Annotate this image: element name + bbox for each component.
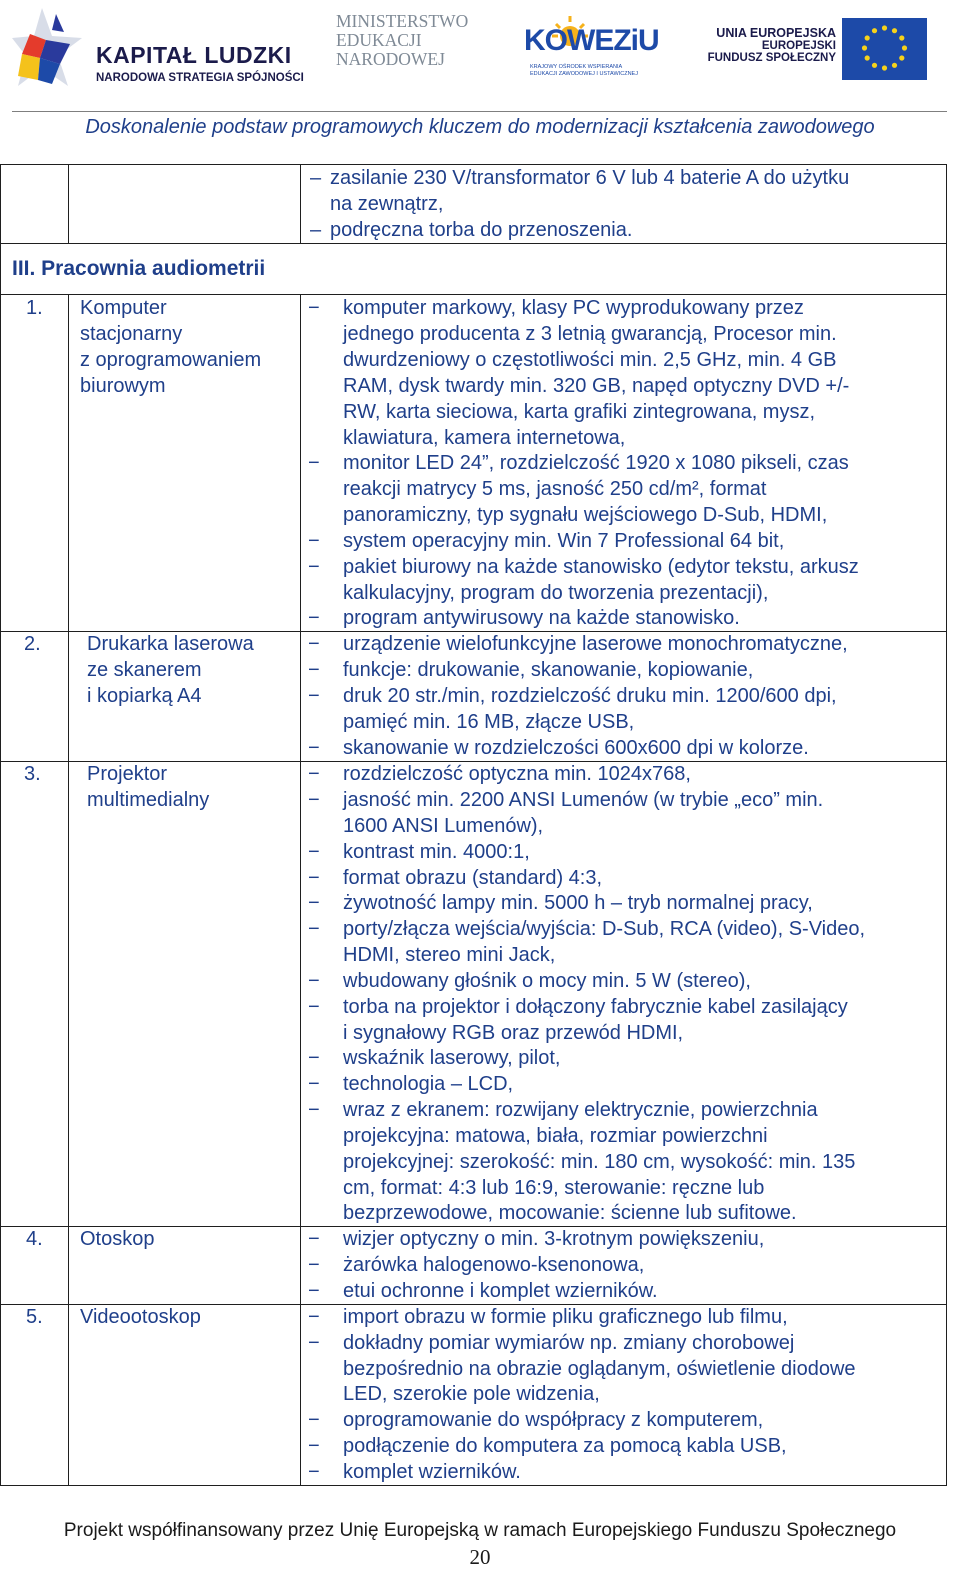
item-number: 2.: [24, 633, 41, 655]
list-bullet: −: [308, 1254, 320, 1276]
list-bullet: −: [308, 1073, 320, 1095]
list-bullet: −: [308, 297, 320, 319]
spec-line: projekcyjnej: szerokość: min. 180 cm, wysokość: min. 135: [343, 1151, 856, 1173]
page-subtitle: Doskonalenie podstaw programowych kluczem do modernizacji kształcenia zawodowego: [85, 116, 875, 138]
item-name-line: Drukarka laserowa: [87, 633, 254, 655]
koweziu-logo: [524, 14, 674, 84]
item-number: 4.: [26, 1228, 43, 1250]
spec-line: RAM, dysk twardy min. 320 GB, napęd optyczny DVD +/-: [343, 375, 850, 397]
list-bullet: −: [308, 996, 320, 1018]
column-divider: [300, 164, 301, 243]
page-footer: Projekt współfinansowany przez Unię Europejską w ramach Europejskiego Funduszu Społecznego: [63, 1520, 897, 1541]
spec-line: na zewnątrz,: [330, 193, 444, 215]
list-bullet: –: [310, 167, 322, 189]
ue-line1: UNIA EUROPEJSKA: [716, 26, 836, 40]
header-divider: [12, 111, 947, 112]
spec-line: technologia – LCD,: [343, 1073, 514, 1095]
spec-line: porty/złącza wejścia/wyjścia: D-Sub, RCA (video), S-Video,: [343, 918, 866, 940]
item-name-line: ze skanerem: [87, 659, 202, 681]
spec-line: zasilanie 230 V/transformator 6 V lub 4 baterie A do użytku: [330, 167, 850, 189]
spec-line: RW, karta sieciowa, karta grafiki zintegrowana, mysz,: [343, 401, 816, 423]
kapital-ludzki-subtitle: NARODOWA STRATEGIA SPÓJNOŚCI: [96, 72, 304, 84]
list-bullet: −: [308, 763, 320, 785]
spec-line: projekcyjna: matowa, biała, rozmiar powierzchni: [343, 1125, 768, 1147]
spec-line: pamięć min. 16 MB, złącze USB,: [343, 711, 635, 733]
list-bullet: −: [308, 1461, 320, 1483]
spec-line: jednego producenta z 3 letnią gwarancją, Procesor min.: [343, 323, 837, 345]
list-bullet: −: [308, 841, 320, 863]
spec-line: skanowanie w rozdzielczości 600x600 dpi w kolorze.: [343, 737, 809, 759]
list-bullet: −: [308, 789, 320, 811]
spec-line: torba na projektor i dołączony fabrycznie kabel zasilający: [343, 996, 848, 1018]
item-name-line: multimedialny: [87, 789, 210, 811]
spec-line: komputer markowy, klasy PC wyprodukowany przez: [343, 297, 804, 319]
spec-line: kalkulacyjny, program do tworzenia prezentacji),: [343, 582, 769, 604]
spec-line: bezpośrednio na obrazie oglądanym, oświetlenie diodowe: [343, 1358, 856, 1380]
spec-line: reakcji matrycy 5 ms, jasność 250 cd/m², format: [343, 478, 767, 500]
item-name-line: stacjonarny: [80, 323, 183, 345]
ministerstwo-line2: EDUKACJI: [336, 30, 422, 50]
list-bullet: −: [308, 1332, 320, 1354]
list-bullet: −: [308, 970, 320, 992]
item-number: 3.: [24, 763, 41, 785]
kapital-ludzki-title: KAPITAŁ LUDZKI: [96, 42, 292, 68]
spec-line: monitor LED 24”, rozdzielczość 1920 x 1080 pikseli, czas: [343, 452, 849, 474]
koweziu-subtitle: KRAJOWY OŚRODEK WSPIERANIA EDUKACJI ZAWODOWEJ I USTAWICZNEJ: [530, 64, 638, 77]
spec-line: kontrast min. 4000:1,: [343, 841, 530, 863]
spec-line: podłączenie do komputera za pomocą kabla USB,: [343, 1435, 787, 1457]
list-bullet: −: [308, 867, 320, 889]
spec-line: LED, szerokie pole widzenia,: [343, 1383, 600, 1405]
item-name-line: z oprogramowaniem: [80, 349, 262, 371]
ue-line2: EUROPEJSKI: [761, 40, 836, 52]
spec-line: oprogramowanie do współpracy z komputerem,: [343, 1409, 764, 1431]
spec-line: import obrazu w formie pliku graficznego lub filmu,: [343, 1306, 788, 1328]
list-bullet: −: [308, 892, 320, 914]
header-logos: [0, 0, 960, 110]
unia-europejska-logo: [692, 18, 937, 88]
row-divider: [0, 294, 947, 295]
ministerstwo-logo: [336, 12, 506, 92]
item-name-line: Otoskop: [80, 1228, 155, 1250]
spec-line: etui ochronne i komplet wzierników.: [343, 1280, 658, 1302]
spec-line: klawiatura, kamera internetowa,: [343, 427, 626, 449]
list-bullet: −: [308, 633, 320, 655]
spec-line: dokładny pomiar wymiarów np. zmiany chorobowej: [343, 1332, 795, 1354]
spec-line: i sygnałowy RGB oraz przewód HDMI,: [343, 1022, 684, 1044]
item-name-line: Videootoskop: [80, 1306, 201, 1328]
spec-line: 1600 ANSI Lumenów),: [343, 815, 544, 837]
spec-line: wizjer optyczny o min. 3-krotnym powiększeniu,: [343, 1228, 765, 1250]
koweziu-title: KOWEZiU: [524, 24, 659, 57]
page-number: 20: [469, 1545, 491, 1569]
list-bullet: −: [308, 1099, 320, 1121]
list-bullet: −: [308, 1435, 320, 1457]
ue-line3: FUNDUSZ SPOŁECZNY: [707, 52, 836, 64]
spec-line: cm, format: 4:3 lub 16:9, sterowanie: ręczne lub: [343, 1177, 765, 1199]
list-bullet: −: [308, 556, 320, 578]
list-bullet: −: [308, 685, 320, 707]
section-title: III. Pracownia audiometrii: [12, 257, 266, 280]
spec-line: system operacyjny min. Win 7 Professional 64 bit,: [343, 530, 785, 552]
ue-text: [704, 26, 836, 64]
spec-line: żarówka halogenowo-ksenonowa,: [343, 1254, 645, 1276]
spec-line: bezprzewodowe, mocowanie: ścienne lub sufitowe.: [343, 1202, 797, 1224]
spec-line: program antywirusowy na każde stanowisko.: [343, 607, 740, 629]
item-name-line: i kopiarką A4: [87, 685, 202, 707]
spec-line: jasność min. 2200 ANSI Lumenów (w trybie „eco” min.: [343, 789, 824, 811]
item-number: 5.: [26, 1306, 43, 1328]
list-bullet: −: [308, 1306, 320, 1328]
spec-line: druk 20 str./min, rozdzielczość druku min. 1200/600 dpi,: [343, 685, 837, 707]
column-divider: [300, 294, 301, 1486]
spec-line: pakiet biurowy na każde stanowisko (edytor tekstu, arkusz: [343, 556, 859, 578]
spec-line: HDMI, stereo mini Jack,: [343, 944, 556, 966]
list-bullet: −: [308, 1047, 320, 1069]
list-bullet: −: [308, 1409, 320, 1431]
item-number: 1.: [26, 297, 43, 319]
list-bullet: −: [308, 1280, 320, 1302]
list-bullet: −: [308, 530, 320, 552]
list-bullet: −: [308, 452, 320, 474]
list-bullet: −: [308, 1228, 320, 1250]
ministerstwo-line3: NARODOWEJ: [336, 49, 445, 69]
spec-line: komplet wzierników.: [343, 1461, 521, 1483]
spec-line: dwurdzeniowy o częstotliwości min. 2,5 GHz, min. 4 GB: [343, 349, 837, 371]
spec-line: podręczna torba do przenoszenia.: [330, 219, 633, 241]
kapital-ludzki-logo: [12, 6, 322, 102]
list-bullet: –: [310, 219, 322, 241]
spec-line: format obrazu (standard) 4:3,: [343, 867, 603, 889]
list-bullet: −: [308, 918, 320, 940]
spec-line: wskaźnik laserowy, pilot,: [343, 1047, 561, 1069]
item-name-line: biurowym: [80, 375, 166, 397]
spec-line: panoramiczny, typ sygnału wejściowego D-Sub, HDMI,: [343, 504, 828, 526]
column-divider: [68, 164, 69, 243]
ministerstwo-line1: MINISTERSTWO: [336, 11, 469, 31]
spec-line: wbudowany głośnik o mocy min. 5 W (stereo),: [343, 970, 751, 992]
column-divider: [68, 294, 69, 1486]
spec-line: żywotność lampy min. 5000 h – tryb normalnej pracy,: [343, 892, 813, 914]
eu-flag-icon: [842, 18, 927, 80]
spec-line: rozdzielczość optyczna min. 1024x768,: [343, 763, 691, 785]
list-bullet: −: [308, 737, 320, 759]
item-name-line: Komputer: [80, 297, 167, 319]
list-bullet: −: [308, 607, 320, 629]
spec-line: funkcje: drukowanie, skanowanie, kopiowanie,: [343, 659, 754, 681]
spec-line: urządzenie wielofunkcyjne laserowe monochromatyczne,: [343, 633, 848, 655]
list-bullet: −: [308, 659, 320, 681]
item-name-line: Projektor: [87, 763, 168, 785]
kapital-ludzki-star-icon: [12, 6, 92, 102]
spec-line: wraz z ekranem: rozwijany elektrycznie, powierzchnia: [343, 1099, 818, 1121]
